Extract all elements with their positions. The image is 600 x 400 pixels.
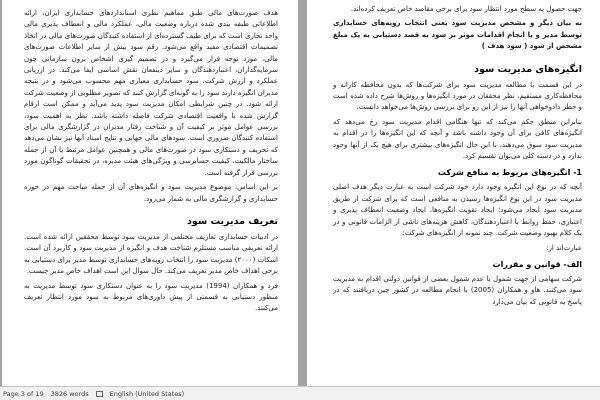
body-paragraph: عبارت‌اند از: (546, 243, 582, 252)
section-heading: انگیزه‌های مدیریت سود (474, 63, 582, 75)
subsection-heading: 1- انگیزه‌های مربوط به منافع شرکت (437, 168, 582, 178)
body-paragraph: بنابراین منطق حکم می‌کند که تنها هنگامی اقدام مدیریت سود رخ می‌دهد که انگیزه‌های کافی برای آن وجود داشته باشد و آنچه که این انگیزه‌ها را در اقدام به مدیریت سود سوق می‌دهند، با این حال انگیزه‌های بیشتری برای هیچ یک از آنها وجود ندارد و در دسته کلی می‌توان تقسیم کرد. (333, 117, 582, 161)
page-count[interactable]: Page 3 of 19 (3, 389, 44, 398)
subsection-heading: الف- قوانین و مقررات (492, 259, 582, 269)
document-page-right[interactable] (307, 0, 600, 386)
body-paragraph: در این قسمت با مطالعه مدیریت سود برای شرکت‌ها که بدون محافظه کارانه و محافظه‌کاری مستقیم، نظر محققان در مورد انگیزه‌ها و روش‌ها شرح داده شده است و خطر دادوخواهی آنها را نیز از این رو برای بررسی روش‌ها می‌خواهد دانست. (333, 80, 582, 112)
word-count[interactable]: 3826 words (50, 389, 89, 398)
bold-paragraph: به بیان دیگر و مشخص مدیریت سود یعنی انتخاب رویه‌های حسابداری توسط مدیر و یا انجام اقدامات موثر بر سود به قصد دستیابی به یک مبلغ مشخص از سود ( سود هدف ) (333, 19, 582, 51)
proofing-icon[interactable] (96, 391, 103, 397)
body-paragraph: فرد و همکاران (1994) مدیریت سود را به عنوان دستکاری سود توسط مدیریت به منظور دستیابی به قسمتی از پیش داوری‌های مربوط به سود مورد انتظار تعریف می‌کنند. (24, 281, 278, 313)
body-paragraph: در ادبیات حسابداری تعاریف مختلفی از مدیریت سود توسط محققین ارائه شده است. ارائه تعریفی مناسب مستلزم شناخت هدف و انگیزه از مدیریت سود و کاربرد آن است. اسکات (۲۰۰۰) مدیریت سود را انتخاب رویه‌های حسابداری توسط مدیر برای دستیابی به برخی اهداف خاص مدیر تعریف می‌کند. حال سوال این است اهداف خاص مدیر چیست. (24, 232, 278, 276)
body-paragraph: جهت حصول به سطح مورد انتظار سود برای برخی مقاصد خاص تعریف کرده‌اند. (350, 5, 582, 13)
body-paragraph: آنچه که در نوع این انگیزه وجود دارد خود شرکت است به عبارت دیگر هدف اصلی مدیریت سود در این نوع انگیزه‌ها رسیدن به منافعی است که برای شرکت از طریق مدیریت سود ایجاد می‌شود؛ ایجاد تقویت انگیزه‌ها، ایجاد وضعیت انعطاف پذیری و اعتباری، حفظ روابط با اعتباردهندگان، کاهش هزینه‌های ناشی از الزامات قانونی و در یک کلام بهبود وضعیت شرکت. چند نمونه از انگیزه‌های شرکت: (333, 183, 582, 238)
status-bar (0, 386, 600, 400)
section-heading: تعریف مدیریت سود (187, 215, 278, 227)
body-paragraph: بر این اساس، موضوع مدیریت سود و انگیزه‌های آن از جمله مباحث مهم در حوزه حسابداری و گزارشگری مالی به شمار می‌رود. (24, 183, 278, 203)
body-paragraph: هدف صورت‌های مالی طبق مفاهیم نظری استانداردهای حسابداری ایران، ارائه اطلاعاتی طبقه بندی شده درباره وضعیت مالی، عملکرد مالی و انعطاف پذیری مالی واحد تجاری است که برای طیف گسترده‌ای از استفاده کنندگان صورت‌های مالی در اتخاذ تصمیمات اقتصادی مفید واقع می‌شود. رقم سود بیش از سایر اطلاعات صورت‌های مالی، مورد توجه قرار می‌گیرد و در تصمیم گیری اشخاص برون سازمانی چون سرمایه‌گذاران، اعتباردهندگان و سایر ذینفعان نقش اساسی ایفا می‌کند. در ارزیابی عملکرد و ارزش شرکت، سود حسابداری معیاری مهم محسوب می‌شود و در نتیجه مدیران انگیزه دارند سود را به گونه‌ای گزارش کنند که تصویر مطلوبی از وضعیت شرکت ارائه شود. در چنین شرایطی امکان مدیریت سود پدید می‌آید و ممکن است ارقام گزارش شده با واقعیت اقتصادی شرکت فاصله داشته باشد. نظر به اهمیت سود، بررسی عوامل موثر بر کیفیت آن و شناخت رفتار مدیران در گزارشگری مالی برای استفاده کنندگان ضروری است. سودهای مالی جهانی و نتایج اسناد آنها نیز نشان می‌دهد که تحریف و دستکاری سود در صورت‌های مالی و همچنین عوامل مرتبط با آن از جمله ساختار مالکیت، کیفیت حسابرسی و ویژگی‌های هیئت مدیره، در تحقیقات گوناگون مورد بررسی قرار گرفته است. (24, 9, 278, 177)
document-page-left[interactable] (2, 0, 298, 386)
language-indicator[interactable]: English (United States) (109, 389, 185, 398)
body-paragraph: شرکت سهامی از جهت شمول یا عدم شمول بعضی از قوانین دولتی اقدام به مدیریت سود می‌کنند. هاو و همکاران (2005) با انجام مطالعه در کشور چین دریافتند که در پاسخ به قانونی که بیان می‌دارد (333, 274, 582, 306)
